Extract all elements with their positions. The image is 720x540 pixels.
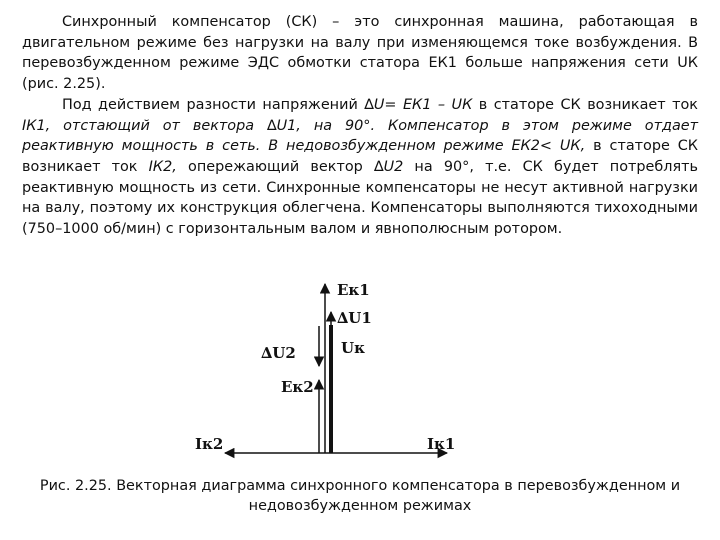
- paragraph-2-part-9: на 90°, т.е. СК будет потреблять реактивную мощность из сети. Синхронные компенсаторы не несут активной нагрузки на валу, поэтому их конструкция облегчена. Компенсаторы выполняются тихоходными (750–1000 об/мин) с горизонтальным валом и явнополюсным ротором.: [22, 158, 698, 238]
- label-delta-u2: ∆U2: [261, 344, 296, 362]
- figure-caption: Рис. 2.25. Векторная диаграмма синхронного компенсатора в перевозбужденном и недовозбужденном режимах: [39, 478, 681, 514]
- paragraph-2-italic: IК1, отстающий от вектора ∆U1, на 90°. Компенсатор в этом режиме отдает реактивную мощность в сеть. В недовозбужденном режиме EК2< UК,: [22, 117, 698, 155]
- label-ek2: Eк2: [281, 378, 314, 396]
- label-delta-u1: ∆U1: [337, 309, 372, 327]
- body-text: [22, 12, 698, 240]
- paragraph-2: [22, 95, 698, 240]
- paragraph-2-part-7: опережающий вектор: [176, 158, 374, 175]
- paragraph-2-part-1: Под действием разности напряжений: [62, 96, 365, 113]
- label-uk: Uк: [341, 339, 365, 357]
- paragraph-2-part-5: в статоре СК возникает ток: [22, 138, 698, 175]
- delta-u2-ref: ∆U2: [373, 158, 404, 175]
- label-ek1: Eк1: [337, 281, 370, 299]
- label-ik2: Iк2: [195, 435, 224, 453]
- paragraph-2-part-3: в статоре СК возникает ток: [472, 96, 698, 113]
- delta-u-formula: ∆U= EК1 – UК: [364, 96, 473, 113]
- vector-diagram: [195, 270, 495, 470]
- current-ik2-ref: IК2,: [148, 158, 177, 175]
- paragraph-1: Синхронный компенсатор (СК) – это синхронная машина, работающая в двигательном режиме без нагрузки на валу при изменяющемся токе возбуждения. В перевозбужденном режиме ЭДС обмотки статора EК1 больше напряжения сети UК (рис. 2.25).: [22, 14, 698, 93]
- label-ik1: Iк1: [427, 435, 456, 453]
